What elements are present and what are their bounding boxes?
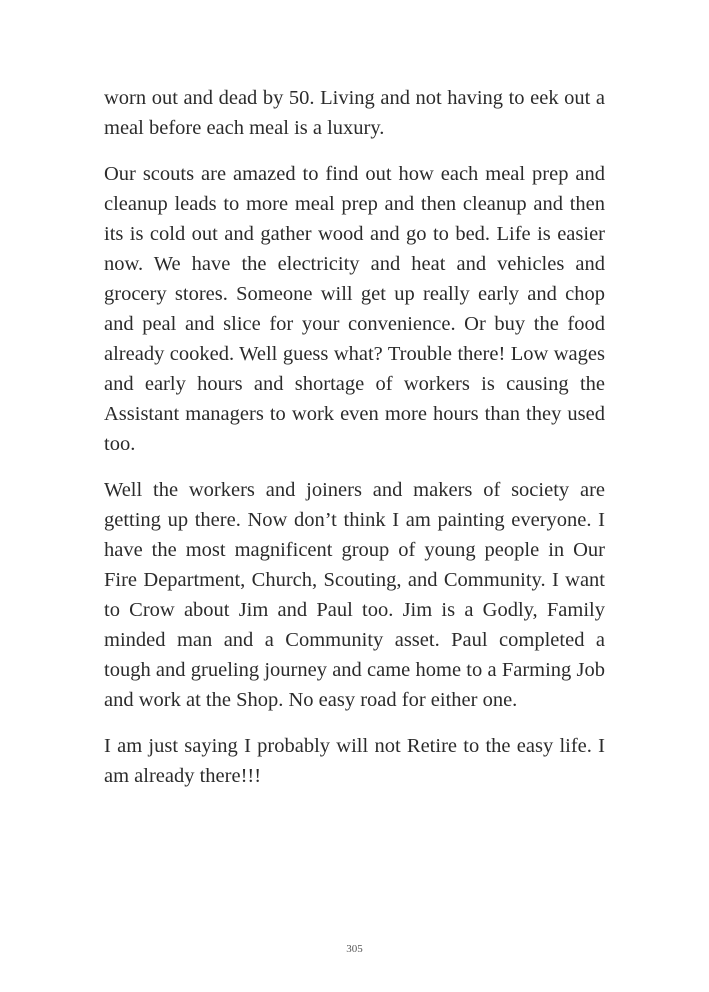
page-number: 305 — [346, 943, 363, 955]
paragraph-4: I am just saying I probably will not Retire to the easy life. I am already there!!! — [104, 735, 605, 787]
page-body — [104, 83, 605, 807]
paragraph-1: worn out and dead by 50. Living and not having to eek out a meal before each meal is a luxury. — [104, 87, 605, 139]
paragraph-3: Well the workers and joiners and makers of society are getting up there. Now don’t think I am painting everyone. I have the most magnificent group of young people in Our Fire Department, Church, Scouting, and Community. I want to Crow about Jim and Paul too. Jim is a Godly, Family minded man and a Community asset. Paul completed a tough and grueling journey and came home to a Farming Job and work at the Shop. No easy road for either one. — [104, 479, 605, 711]
paragraph-2: Our scouts are amazed to find out how each meal prep and cleanup leads to more meal prep and then cleanup and then its is cold out and gather wood and go to bed. Life is easier now. We have the electricity and heat and vehicles and grocery stores. Someone will get up really early and chop and peal and slice for your convenience. Or buy the food already cooked. Well guess what? Trouble there! Low wages and early hours and shortage of workers is causing the Assistant managers to work even more hours than they used too. — [104, 163, 605, 455]
